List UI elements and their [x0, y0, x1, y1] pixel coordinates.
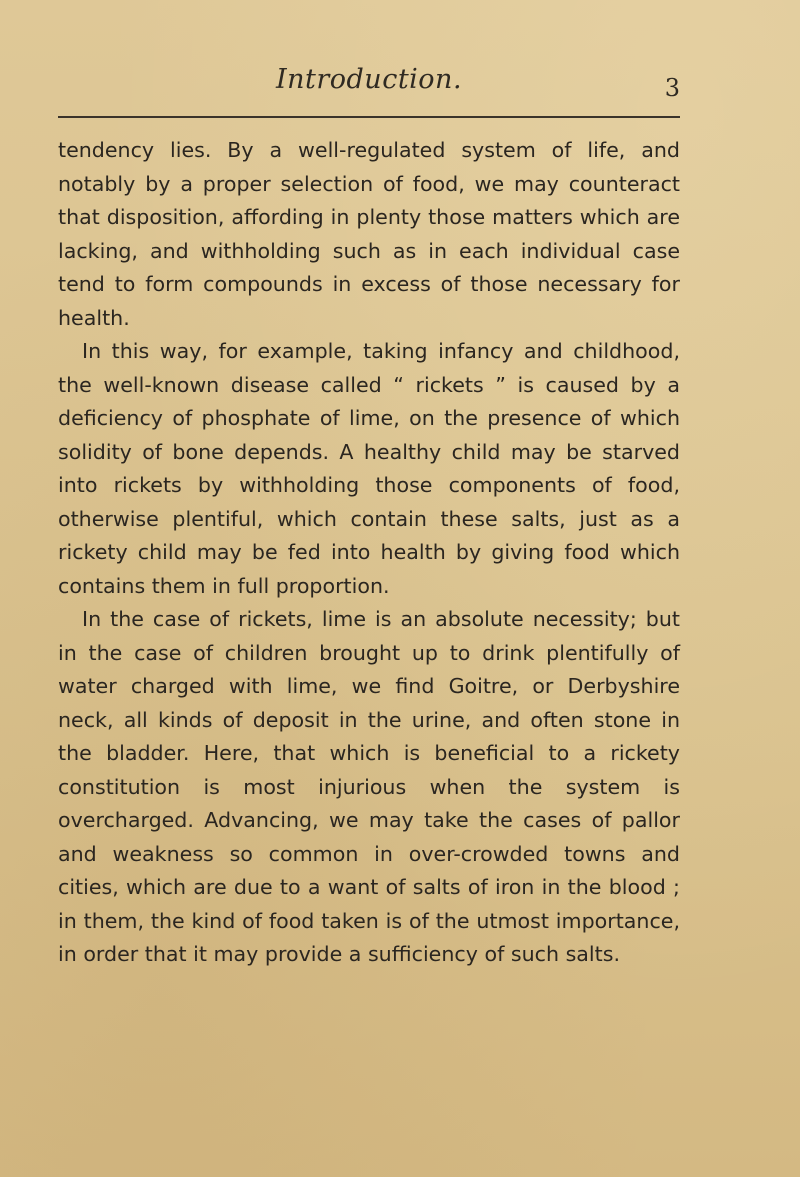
page-header	[58, 64, 680, 120]
paragraph-1: tendency lies. By a well-regulated system of life, and notably by a proper selection of food, we may counteract that disposition, affording in plenty those matters which are lacking, and withholding such as in each individual case tend to form compounds in excess of those necessary for health.	[58, 138, 680, 330]
body-text	[58, 134, 680, 972]
paragraph-2: In this way, for example, taking infancy and childhood, the well-known disease called “ rickets ” is caused by a deficiency of phosphate of lime, on the presence of which solidity of bone depends. A healthy child may be starved into rickets by withholding those components of food, otherwise plentiful, which contain these salts, just as a rickety child may be fed into health by giving food which contains them in full proportion.	[58, 339, 680, 598]
paragraph-3: In the case of rickets, lime is an absolute necessity; but in the case of children brought up to drink plentifully of water charged with lime, we find Goitre, or Derbyshire neck, all kinds of deposit in the urine, and often stone in the bladder. Here, that which is beneficial to a rickety constitution is most injurious when the system is overcharged. Advancing, we may take the cases of pallor and weakness so common in over-crowded towns and cities, which are due to a want of salts of iron in the blood ; in them, the kind of food taken is of the utmost importance, in order that it may provide a sufficiency of such salts.	[58, 607, 680, 966]
header-rule	[58, 116, 680, 118]
page-number: 3	[664, 74, 680, 102]
running-title: Introduction.	[275, 64, 463, 95]
